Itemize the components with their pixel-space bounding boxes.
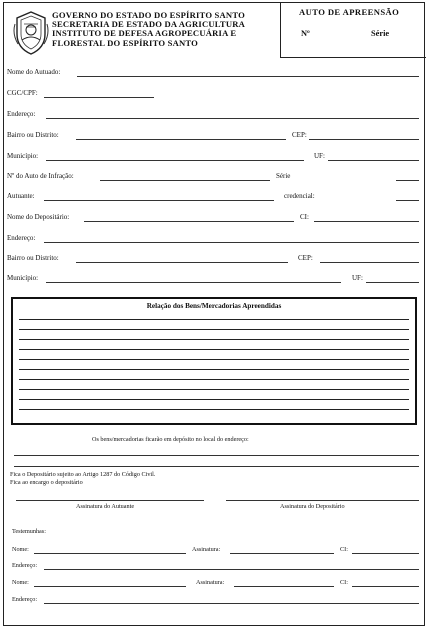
bairro2-label: Bairro ou Distrito: bbox=[7, 254, 59, 262]
uf-field[interactable] bbox=[328, 160, 419, 161]
deposito-text: Os bens/mercadorias ficarão em depósito no local do endereço: bbox=[92, 436, 249, 443]
uf-label: UF: bbox=[314, 152, 325, 160]
testemunha2-ci-field[interactable] bbox=[352, 586, 419, 587]
endereco2-field[interactable] bbox=[44, 242, 419, 243]
relacao-line[interactable] bbox=[19, 409, 409, 410]
testemunha1-assinatura-label: Assinatura: bbox=[192, 546, 221, 553]
endereco-field[interactable] bbox=[46, 118, 419, 119]
testemunha1-ci-label: CI: bbox=[340, 546, 348, 553]
cep-label: CEP: bbox=[292, 131, 307, 139]
relacao-line[interactable] bbox=[19, 399, 409, 400]
municipio2-label: Município: bbox=[7, 274, 39, 282]
relacao-line[interactable] bbox=[19, 319, 409, 320]
testemunha1-nome-field[interactable] bbox=[34, 553, 186, 554]
auto-infracao-label: Nº do Auto de Infração: bbox=[7, 172, 74, 180]
testemunha2-nome-label: Nome: bbox=[12, 579, 29, 586]
nome-autuado-field[interactable] bbox=[77, 76, 419, 77]
legal-line-1: Fica o Depositário sujeito ao Artigo 1287 do Código Civil. bbox=[10, 471, 156, 478]
form-page bbox=[3, 2, 425, 626]
autuante-signature-label: Assinatura do Autuante bbox=[76, 503, 135, 510]
depositario-label: Nome do Depositário: bbox=[7, 213, 70, 221]
endereco2-label: Endereço: bbox=[7, 234, 36, 242]
testemunha2-endereco-field[interactable] bbox=[44, 603, 419, 604]
uf2-label: UF: bbox=[352, 274, 363, 282]
testemunha2-assinatura-field[interactable] bbox=[234, 586, 334, 587]
auto-numero-label: Nº bbox=[301, 29, 310, 38]
relacao-line[interactable] bbox=[19, 379, 409, 380]
deposito-line-1[interactable] bbox=[14, 455, 419, 456]
testemunhas-title: Testemunhas: bbox=[12, 528, 46, 535]
credencial-field[interactable] bbox=[396, 200, 419, 201]
header-text bbox=[52, 11, 245, 48]
cgc-cpf-label: CGC/CPF: bbox=[7, 89, 38, 97]
bairro-label: Bairro ou Distrito: bbox=[7, 131, 59, 139]
relacao-line[interactable] bbox=[19, 389, 409, 390]
header-line-3: INSTITUTO DE DEFESA AGROPECUÁRIA E bbox=[52, 28, 237, 39]
municipio-field[interactable] bbox=[46, 160, 304, 161]
autuante-signature-line[interactable] bbox=[16, 500, 204, 501]
nome-autuado-label: Nome do Autuado: bbox=[7, 68, 61, 76]
testemunha2-ci-label: CI: bbox=[340, 579, 348, 586]
testemunha2-assinatura-label: Assinatura: bbox=[196, 579, 225, 586]
header-line-2: SECRETARIA DE ESTADO DA AGRICULTURA bbox=[52, 19, 246, 30]
auto-apreensao-box bbox=[280, 2, 426, 58]
cep-field[interactable] bbox=[309, 139, 419, 140]
relacao-line[interactable] bbox=[19, 369, 409, 370]
ci-label: CI: bbox=[300, 213, 309, 221]
relacao-box bbox=[11, 297, 417, 425]
header-line-4: FLORESTAL DO ESPÍRITO SANTO bbox=[52, 37, 199, 48]
bairro2-field[interactable] bbox=[76, 262, 288, 263]
auto-serie-label: Série bbox=[371, 29, 390, 38]
serie-label: Série bbox=[276, 172, 291, 180]
credencial-label: credencial: bbox=[284, 192, 315, 200]
testemunha1-endereco-field[interactable] bbox=[44, 569, 419, 570]
autuante-label: Autuante: bbox=[7, 192, 35, 200]
auto-infracao-field[interactable] bbox=[100, 180, 270, 181]
bairro-field[interactable] bbox=[76, 139, 286, 140]
municipio2-field[interactable] bbox=[46, 282, 341, 283]
relacao-line[interactable] bbox=[19, 329, 409, 330]
legal-line-2: Fica ao encargo o depositário bbox=[10, 479, 83, 486]
cep2-label: CEP: bbox=[298, 254, 313, 262]
relacao-title: Relação dos Bens/Mercadorias Apreendidas bbox=[146, 302, 282, 310]
cgc-cpf-field[interactable] bbox=[44, 97, 154, 98]
relacao-line[interactable] bbox=[19, 349, 409, 350]
serie-field[interactable] bbox=[396, 180, 419, 181]
relacao-line[interactable] bbox=[19, 359, 409, 360]
depositario-signature-label: Assinatura do Depositário bbox=[280, 503, 345, 510]
deposito-line-2[interactable] bbox=[14, 466, 419, 467]
relacao-line[interactable] bbox=[19, 339, 409, 340]
depositario-signature-line[interactable] bbox=[226, 500, 419, 501]
endereco-label: Endereço: bbox=[7, 110, 36, 118]
municipio-label: Município: bbox=[7, 152, 39, 160]
uf2-field[interactable] bbox=[366, 282, 419, 283]
testemunha1-assinatura-field[interactable] bbox=[230, 553, 334, 554]
autuante-field[interactable] bbox=[44, 200, 274, 201]
testemunha1-endereco-label: Endereço: bbox=[12, 562, 38, 569]
testemunha2-endereco-label: Endereço: bbox=[12, 596, 38, 603]
testemunha2-nome-field[interactable] bbox=[34, 586, 186, 587]
header-line-1: GOVERNO DO ESTADO DO ESPÍRITO SANTO bbox=[52, 10, 245, 20]
depositario-field[interactable] bbox=[84, 221, 294, 222]
cep2-field[interactable] bbox=[320, 262, 419, 263]
testemunha1-nome-label: Nome: bbox=[12, 546, 29, 553]
auto-title: AUTO DE APREENSÃO bbox=[299, 7, 400, 17]
testemunha1-ci-field[interactable] bbox=[352, 553, 419, 554]
ci-field[interactable] bbox=[314, 221, 419, 222]
coat-of-arms-icon bbox=[12, 10, 50, 56]
